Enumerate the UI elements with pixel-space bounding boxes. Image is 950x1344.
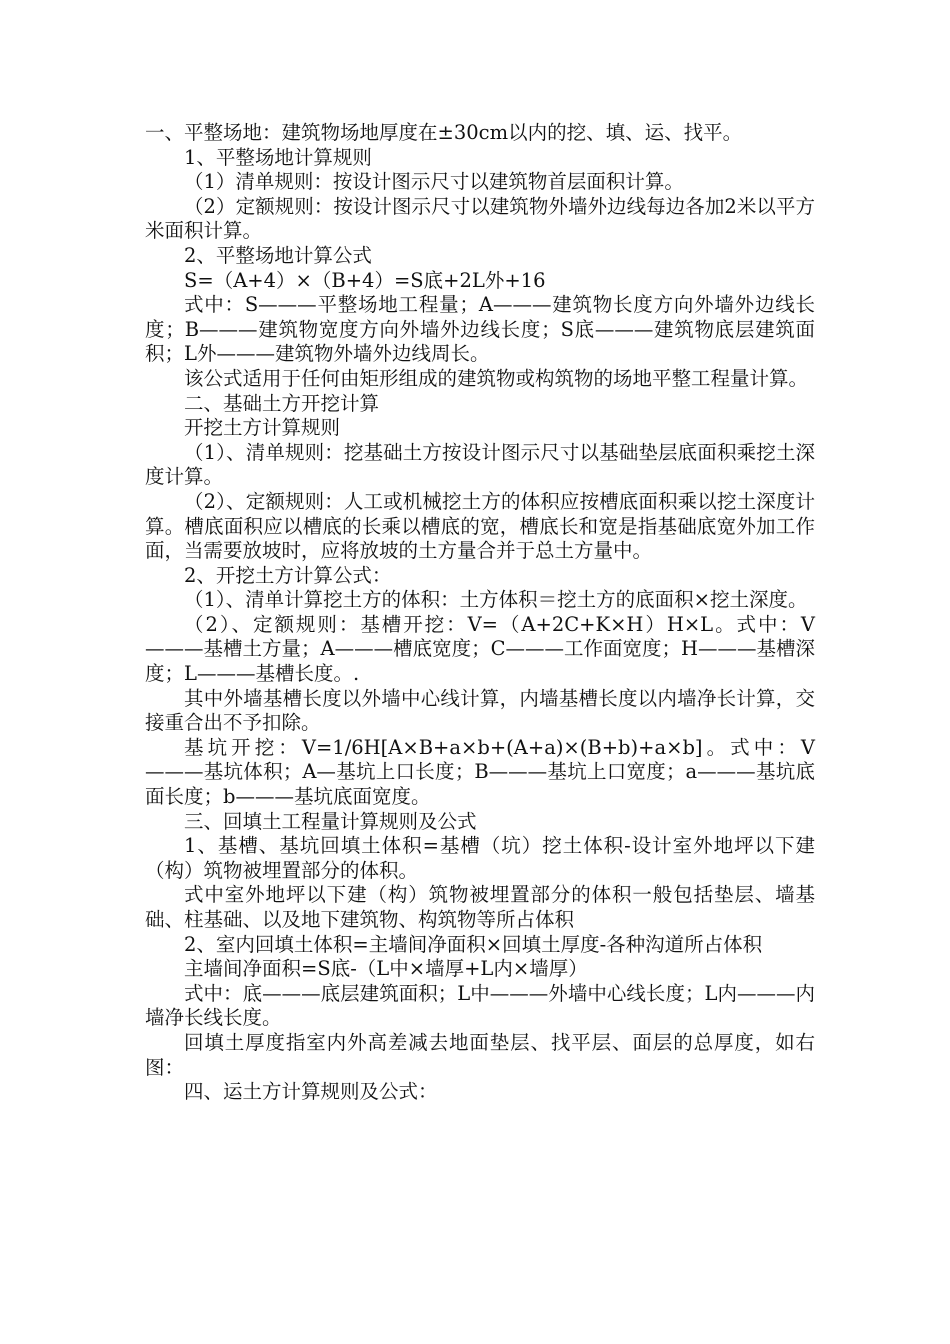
formula-leveling: S=（A+4）×（B+4）=S底+2L外+16	[184, 268, 546, 292]
paragraph-backfill-thickness: 回填土厚度指室内外高差减去地面垫层、找平层、面层的总厚度，如右图：	[145, 1030, 815, 1079]
subheading-excavation-rules: 开挖土方计算规则	[184, 416, 341, 440]
paragraph-leveling-scope: 该公式适用于任何由矩形组成的建筑物或构筑物的场地平整工程量计算。	[184, 366, 809, 390]
paragraph-buried-volume: 式中室外地坪以下建（构）筑物被埋置部分的体积一般包括垫层、墙基础、柱基础、以及地下建筑物、构筑物等所占体积	[145, 883, 815, 931]
paragraph-list-rule: （1）清单规则：按设计图示尺寸以建筑物首层面积计算。	[184, 170, 684, 194]
paragraph-pit-formula: 基坑开挖：V=1/6H[A×B+a×b+(A+a)×(B+b)+a×b]。式中：V———基坑体积；A—基坑上口长度；B———基坑上口宽度；a———基坑底面长度；b———基坑底面宽度。	[145, 735, 815, 809]
document-body	[145, 121, 815, 1105]
subheading-leveling-formula: 2、平整场地计算公式	[184, 243, 372, 267]
heading-earth-transport: 四、运土方计算规则及公式：	[184, 1080, 438, 1104]
paragraph-trench-length: 其中外墙基槽长度以外墙中心线计算，内墙基槽长度以内墙净长计算，交接重合出不予扣除。	[145, 686, 815, 735]
paragraph-trench-formula: （2）、定额规则：基槽开挖：V=（A+2C+K×H）H×L。式中：V———基槽土方量；A———槽底宽度；C———工作面宽度；H———基槽深度；L———基槽长度。.	[145, 612, 816, 686]
paragraph-leveling-variables: 式中：S———平整场地工程量；A———建筑物长度方向外墙外边线长度；B———建筑物宽度方向外墙外边线长度；S底———建筑物底层建筑面积；L外———建筑物外墙外边线周长。	[145, 293, 815, 366]
paragraph-indoor-backfill: 2、室内回填土体积=主墙间净面积×回填土厚度-各种沟道所占体积	[184, 932, 763, 956]
subheading-excavation-formula: 2、开挖土方计算公式：	[184, 563, 392, 587]
paragraph-excavation-quota-rule: （2）、定额规则：人工或机械挖土方的体积应按槽底面积乘以挖土深度计算。槽底面积应以槽底的长乘以槽底的宽，槽底长和宽是指基础底宽外加工作面，当需要放坡时，应将放坡的土方量合并于总土方量中。	[145, 489, 815, 563]
paragraph-excavation-list-formula: （1）、清单计算挖土方的体积：土方体积＝挖土方的底面积×挖土深度。	[184, 588, 808, 612]
paragraph-backfill-trench: 1、基槽、基坑回填土体积=基槽（坑）挖土体积-设计室外地坪以下建（构）筑物被埋置部分的体积。	[145, 834, 815, 882]
paragraph-quota-rule: （2）定额规则：按设计图示尺寸以建筑物外墙外边线每边各加2米以平方米面积计算。	[145, 194, 815, 243]
paragraph-net-area-variables: 式中：底———底层建筑面积；L中———外墙中心线长度；L内———内墙净长线长度。	[145, 981, 815, 1030]
heading-backfill: 三、回填土工程量计算规则及公式	[184, 809, 477, 833]
heading-excavation: 二、基础土方开挖计算	[184, 391, 380, 415]
heading-site-leveling: 一、平整场地：建筑物场地厚度在±30cm以内的挖、填、运、找平。	[145, 121, 743, 144]
formula-net-area: 主墙间净面积=S底-（L中×墙厚+L内×墙厚）	[184, 957, 588, 981]
subheading-leveling-rules: 1、平整场地计算规则	[184, 145, 372, 169]
paragraph-excavation-list-rule: （1）、清单规则：挖基础土方按设计图示尺寸以基础垫层底面积乘挖土深度计算。	[145, 440, 815, 489]
